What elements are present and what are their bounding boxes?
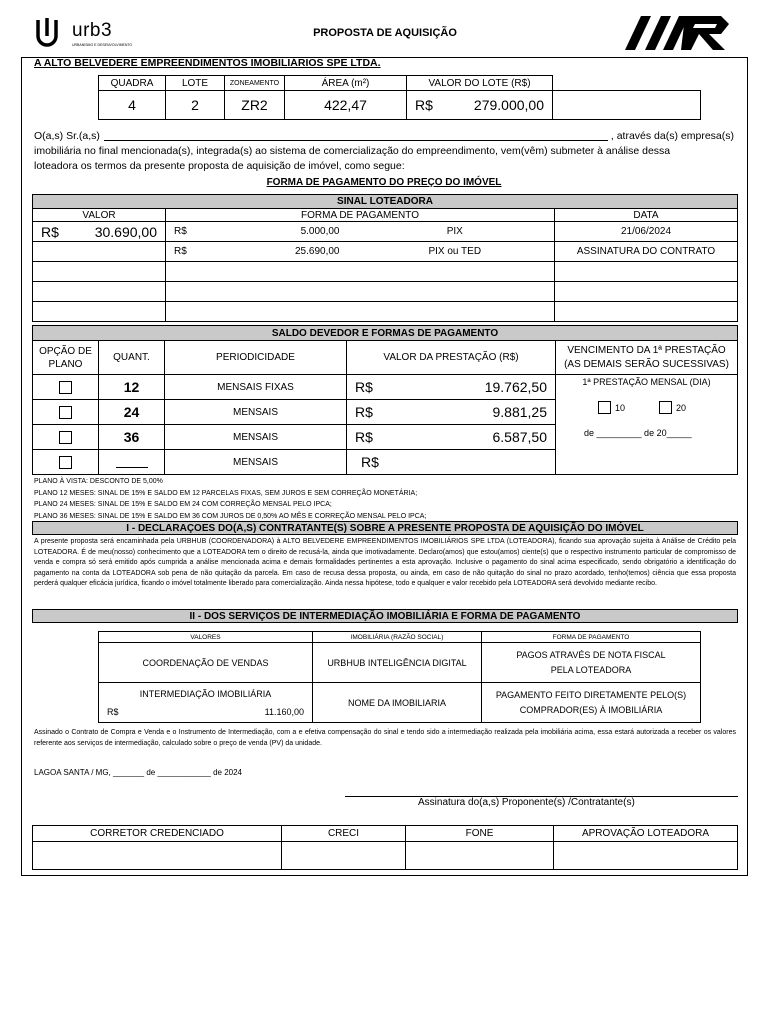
lote-value: 2 [166, 91, 225, 120]
services-row1-forma [482, 643, 701, 683]
sinal-total-currency: R$ [41, 223, 59, 240]
plan-36-checkbox[interactable] [59, 431, 72, 444]
plan-note: PLANO 36 MESES: SINAL DE 15% E SALDO EM 36 COM JUROS DE 0,50% AO MÊS E CORREÇÃO MENSAL PELO IPCA; [34, 512, 427, 520]
plan-12-value: 19.762,50 [484, 379, 547, 395]
company-line: A ALTO BELVEDERE EMPREENDIMENTOS IMOBILIÁRIOS SPE LTDA. [34, 57, 381, 69]
services-row2-forma-line2: COMPRADOR(ES) À IMOBILIÁRIA [519, 704, 663, 715]
saldo-title: SALDO DEVEDOR E FORMAS DE PAGAMENTO [33, 326, 738, 341]
day-10-label: 10 [615, 402, 626, 413]
services-col-imob: IMOBILIÁRIA (RAZÃO SOCIAL) [313, 632, 482, 643]
lot-table [98, 75, 701, 120]
sinal-empty-cell[interactable] [166, 262, 555, 282]
sinal-row2-amount: 25.690,00 [295, 246, 340, 257]
services-table [98, 631, 701, 723]
col-quadra: QUADRA [99, 76, 166, 91]
plan-24-checkbox[interactable] [59, 406, 72, 419]
sinal-row1-amount: 5.000,00 [300, 226, 340, 237]
plan-36-currency: R$ [355, 429, 373, 445]
footer-col-corretor: CORRETOR CREDENCIADO [33, 826, 282, 842]
sinal-empty-cell[interactable] [33, 302, 166, 322]
saldo-col-opcao: OPÇÃO DE PLANO [33, 341, 99, 375]
intro-line2: imobiliária no final mencionada(s), integrada(s) ao sistema de comercialização do empreendimento, vem(vêm) submeter à análise dessa [34, 145, 671, 157]
plan-custom-checkbox[interactable] [59, 456, 72, 469]
services-row1-valores: COORDENAÇÃO DE VENDAS [99, 643, 313, 683]
services-row2-imob[interactable]: NOME DA IMOBILIARIA [313, 683, 482, 723]
services-row2-label: INTERMEDIAÇÃO IMOBILIÁRIA [139, 688, 272, 699]
plan-36-quant: 36 [99, 425, 165, 450]
plan-24-period: MENSAIS [165, 400, 347, 425]
sinal-col-valor: VALOR [33, 209, 166, 222]
mr-logo [625, 14, 735, 52]
intro-line1-end: , através da(s) empresa(s) [610, 130, 734, 142]
client-name-field[interactable] [104, 129, 608, 141]
plan-24-quant: 24 [99, 400, 165, 425]
services-row2-forma-line1: PAGAMENTO FEITO DIRETAMENTE PELO(S) [495, 689, 687, 700]
section1-text: A presente proposta será encaminhada pela URBHUB (COORDENADORA) à ALTO BELVEDERE EMPREENDIMENTOS IMOBILIÁRIOS SPE LTDA (LOTEADORA), ficando sua aprovação sujeita à Análise de Crédito pela LOTEADORA. É de meu(nosso) conhecimento que a LOTEADORA tem o direito de recusá-la, ainda que imotivadamente. Declaro(amos) que estou(amos) ciente(s) que o respectivo instrumento particular de compromisso de venda e compra só será emitido após cumprida a análise mencionada acima e demais formalidades pertinentes a esta aprovação. Inclusive o pagamento do sinal acima especificado, sendo obrigatório a identificação do pagamento na conta da LOTEADORA sob pena de não quitação da parcela. Em caso de recusa dessa proposta, ou ainda, em caso de não quitação do sinal no prazo acordado, tenho(temos) ciência que essa proposta perderá qualquer eficácia jurídica, ficando o imóvel totalmente liberado para comercialização. Ainda nessa hipótese, todo e qualquer e valor recebido pela LOTEADORA será devolvido mediante recibo. [34, 538, 736, 587]
footer-col-fone: FONE [406, 826, 554, 842]
lot-price-currency: R$ [415, 97, 433, 113]
sinal-row2-method: PIX ou TED [356, 242, 555, 262]
lot-price-cell [407, 91, 553, 120]
services-col-forma: FORMA DE PAGAMENTO [482, 632, 701, 643]
plan-36-period: MENSAIS [165, 425, 347, 450]
sinal-empty-cell[interactable] [555, 302, 738, 322]
plan-custom-quant-field[interactable] [99, 450, 165, 475]
sinal-amount-cell [166, 222, 356, 242]
venc-date-field[interactable]: de _________ de 20_____ [584, 428, 692, 438]
venc-label: 1ª PRESTAÇÃO MENSAL (DIA) [582, 377, 711, 387]
saldo-col-venc [556, 341, 738, 375]
plan-12-currency: R$ [355, 379, 373, 395]
zoneamento-value: ZR2 [225, 91, 285, 120]
plan-note: PLANO À VISTA: DESCONTO DE 5,00% [34, 478, 163, 485]
logo-tagline: URBANISMO E DESENVOLVIMENTO [72, 43, 133, 47]
sinal-empty-cell[interactable] [555, 262, 738, 282]
services-row1-imob: URBHUB INTELIGÊNCIA DIGITAL [313, 643, 482, 683]
sinal-title: SINAL LOTEADORA [33, 195, 738, 209]
sinal-empty-cell[interactable] [555, 282, 738, 302]
plan-note: PLANO 24 MESES: SINAL DE 15% E SALDO EM 24 COM CORREÇÃO MENSAL PELO IPCA; [34, 501, 332, 508]
sinal-empty-cell[interactable] [166, 282, 555, 302]
plan-notes [34, 476, 426, 522]
services-row2-forma [482, 683, 701, 723]
services-row1-forma-line2: PELA LOTEADORA [550, 664, 632, 675]
signature-label: Assinatura do(a,s) Proponente(s) /Contratante(s) [418, 797, 635, 808]
section1-title: I - DECLARAÇOES DO(A,S) CONTRATANTE(S) SOBRE A PRESENTE PROPOSTA DE AQUISIÇÃO DO IMÓVEL [32, 521, 738, 535]
plan-24-value: 9.881,25 [492, 404, 547, 420]
intro-line3: loteadora os termos da presente proposta de aquisição de imóvel, como segue: [34, 160, 405, 172]
urb3-logo [34, 16, 144, 50]
quadra-value: 4 [99, 91, 166, 120]
intro-text [34, 129, 734, 174]
aprovacao-field[interactable] [554, 842, 738, 870]
lot-price-value: 279.000,00 [473, 97, 544, 113]
saldo-col-valor: VALOR DA PRESTAÇÃO (R$) [347, 341, 556, 375]
sinal-col-data: DATA [555, 209, 738, 222]
sinal-col-forma: FORMA DE PAGAMENTO [166, 209, 555, 222]
venc-header-line1: VENCIMENTO DA 1ª PRESTAÇÃO [567, 344, 726, 356]
sinal-table [32, 194, 738, 322]
saldo-table [32, 325, 738, 475]
col-valor: VALOR DO LOTE (R$) [407, 76, 553, 91]
venc-header-line2: (AS DEMAIS SERÃO SUCESSIVAS) [564, 358, 729, 370]
urb3-logo-icon [34, 16, 74, 50]
sinal-row1-currency: R$ [174, 226, 187, 237]
footer-col-aprovacao: APROVAÇÃO LOTEADORA [554, 826, 738, 842]
sinal-row1-method: PIX [356, 222, 555, 242]
place-date[interactable]: LAGOA SANTA / MG, _______ de ____________ de 2024 [34, 768, 243, 777]
plan-12-quant: 12 [99, 375, 165, 400]
logo-text: urb3 [72, 20, 113, 41]
services-row2-currency: R$ [107, 706, 119, 717]
section2-title: II - DOS SERVIÇOS DE INTERMEDIAÇÃO IMOBILIÁRIA E FORMA DE PAGAMENTO [32, 609, 738, 623]
intro-line1-start: O(a,s) Sr.(a,s) [34, 130, 100, 142]
day-20-checkbox[interactable] [659, 401, 672, 414]
col-area: ÁREA (m²) [285, 76, 407, 91]
sinal-empty-cell[interactable] [33, 262, 166, 282]
sinal-empty-cell[interactable] [33, 282, 166, 302]
col-lote: LOTE [166, 76, 225, 91]
plan-24-currency: R$ [355, 404, 373, 420]
sinal-row2-amount-cell [166, 242, 356, 262]
plan-36-value: 6.587,50 [492, 429, 547, 445]
section2-note: Assinado o Contrato de Compra e Venda e o Instrumento de Intermediação, com a e efetiva compensação do sinal e tendo sido a intermediação realizada pela imobiliária acima, essa estará autorizada a receber os valores referente aos serviços de intermediação, calculado sobre o preço de venda (PV) da unidade. [34, 729, 736, 747]
services-row1-forma-line1: PAGOS ATRAVÉS DE NOTA FISCAL [516, 649, 666, 660]
footer-col-creci: CRECI [282, 826, 406, 842]
sinal-row2-currency: R$ [174, 246, 187, 257]
sinal-row2-date: ASSINATURA DO CONTRATO [555, 242, 738, 262]
col-zoneamento: ZONEAMENTO [225, 76, 285, 91]
plan-note: PLANO 12 MESES: SINAL DE 15% E SALDO EM 12 PARCELAS FIXAS, SEM JUROS E SEM CORREÇÃO MONETÁRIA; [34, 489, 418, 497]
payment-title: FORMA DE PAGAMENTO DO PREÇO DO IMÓVEL [266, 177, 502, 188]
day-20-label: 20 [676, 402, 687, 413]
day-10-checkbox[interactable] [598, 401, 611, 414]
plan-custom-value-field[interactable] [347, 450, 556, 475]
saldo-col-period: PERIODICIDADE [165, 341, 347, 375]
services-col-valores: VALORES [99, 632, 313, 643]
saldo-col-quant: QUANT. [99, 341, 165, 375]
sinal-empty-cell[interactable] [166, 302, 555, 322]
plan-custom-period: MENSAIS [165, 450, 347, 475]
plan-12-checkbox[interactable] [59, 381, 72, 394]
area-value: 422,47 [285, 91, 407, 120]
document-title: PROPOSTA DE AQUISIÇÃO [313, 27, 457, 39]
services-row2-amount: 11.160,00 [264, 706, 304, 717]
creci-field[interactable] [282, 842, 406, 870]
sinal-row1-date: 21/06/2024 [555, 222, 738, 242]
sinal-total-cell [33, 222, 166, 242]
plan-custom-currency: R$ [361, 454, 379, 470]
fone-field[interactable] [406, 842, 554, 870]
sinal-total-value: 30.690,00 [94, 223, 157, 240]
plan-12-period: MENSAIS FIXAS [165, 375, 347, 400]
corretor-field[interactable] [33, 842, 282, 870]
footer-table [32, 825, 738, 870]
services-row2-valores [99, 683, 313, 723]
venc-cell [556, 375, 738, 475]
